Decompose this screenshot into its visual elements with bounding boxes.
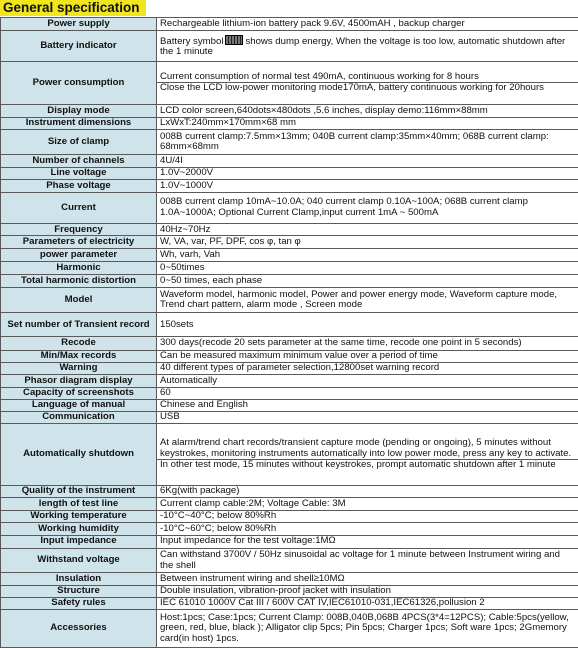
spec-row-accessories <box>1 610 578 648</box>
spec-label: Harmonic <box>1 261 157 274</box>
spec-value: 150sets <box>157 312 578 337</box>
spec-value: Host:1pcs; Case:1pcs; Current Clamp: 008B,040B,068B 4PCS(3*4=12PCS); Cable:5pcs(yellow, green, red, blue, black ); Alligator clip 5pcs; Pin 5pcs; Charger 1pcs; Soft ware 1pcs; 2Gmemory card(in host) 1pcs. <box>157 610 578 648</box>
spec-label: Phase voltage <box>1 180 157 192</box>
spec-value: Can withstand 3700V / 50Hz sinusoidal ac voltage for 1 minute between Instrument wiring and the shell <box>157 548 578 573</box>
spec-row-frequency <box>1 224 578 236</box>
spec-value <box>157 61 578 104</box>
spec-row-size-of-clamp <box>1 130 578 155</box>
spec-value: 0~50times <box>157 261 578 274</box>
spec-label: Total harmonic distortion <box>1 275 157 288</box>
spec-row-capacity-of-screenshots <box>1 387 578 399</box>
spec-row-phasor-diagram-display <box>1 375 578 387</box>
spec-value: Between instrument wiring and shell≥10MΩ <box>157 573 578 585</box>
spec-label: Battery indicator <box>1 31 157 62</box>
spec-label: Phasor diagram display <box>1 375 157 387</box>
spec-label: length of test line <box>1 497 157 510</box>
spec-label: Size of clamp <box>1 130 157 155</box>
spec-row-total-harmonic-distortion <box>1 275 578 288</box>
spec-value: 1.0V~2000V <box>157 168 578 180</box>
spec-label: Safety rules <box>1 597 157 609</box>
spec-label: Quality of the instrument <box>1 485 157 497</box>
spec-label: Warning <box>1 363 157 375</box>
spec-value-line: Close the LCD low-power monitoring mode170mA, battery continuous working for 20hours <box>157 82 578 93</box>
spec-row-number-of-channels <box>1 154 578 167</box>
spec-row-current <box>1 192 578 224</box>
spec-row-length-of-test-line <box>1 497 578 510</box>
spec-label: Model <box>1 288 157 313</box>
spec-value: 40Hz~70Hz <box>157 224 578 236</box>
spec-label: Input impedance <box>1 535 157 548</box>
spec-label: Capacity of screenshots <box>1 387 157 399</box>
spec-row-automatically-shutdown <box>1 424 578 485</box>
spec-label: Accessories <box>1 610 157 648</box>
spec-row-power-supply <box>1 18 578 31</box>
spec-label: Withstand voltage <box>1 548 157 573</box>
spec-label: Working temperature <box>1 511 157 523</box>
spec-label: Power supply <box>1 18 157 31</box>
spec-row-withstand-voltage <box>1 548 578 573</box>
spec-value: Double insulation, vibration-proof jacket with insulation <box>157 585 578 597</box>
spec-label: Instrument dimensions <box>1 118 157 130</box>
spec-value: Input impedance for the test voltage:1MΩ <box>157 535 578 548</box>
battery-icon <box>225 35 243 45</box>
spec-label: Parameters of electricity <box>1 236 157 248</box>
spec-label: Power consumption <box>1 61 157 104</box>
spec-value: IEC 61010 1000V Cat III / 600V CAT IV,IEC61010-031,IEC61326,pollusion 2 <box>157 597 578 609</box>
spec-row-structure <box>1 585 578 597</box>
spec-row-line-voltage <box>1 168 578 180</box>
spec-row-parameters-of-electricity <box>1 236 578 248</box>
spec-value: LCD color screen,640dots×480dots ,5.6 inches, display demo:116mm×88mm <box>157 104 578 117</box>
spec-row-model <box>1 288 578 313</box>
spec-label: Set number of Transient record <box>1 312 157 337</box>
spec-value: -10°C~40°C; below 80%Rh <box>157 511 578 523</box>
spec-row-working-humidity <box>1 523 578 535</box>
spec-row-battery-indicator <box>1 31 578 62</box>
spec-value: Current clamp cable:2M; Voltage Cable: 3M <box>157 497 578 510</box>
spec-row-display-mode <box>1 104 578 117</box>
spec-value: 60 <box>157 387 578 399</box>
spec-row-quality-of-the-instrument <box>1 485 578 497</box>
spec-value <box>157 424 578 485</box>
spec-row-set-number-of-transient-record <box>1 312 578 337</box>
spec-value: Rechargeable lithium-ion battery pack 9.6V, 4500mAH , backup charger <box>157 18 578 31</box>
spec-row-power-consumption <box>1 61 578 104</box>
spec-label: Automatically shutdown <box>1 424 157 485</box>
spec-row-warning <box>1 363 578 375</box>
spec-value-text: shows dump energy, When the voltage is too low, automatic shutdown after the 1 minute <box>160 35 566 58</box>
spec-value: W, VA, var, PF, DPF, cos φ, tan φ <box>157 236 578 248</box>
spec-row-recode <box>1 337 578 350</box>
spec-row-harmonic <box>1 261 578 274</box>
spec-value: Wh, varh, Vah <box>157 248 578 261</box>
spec-label: Structure <box>1 585 157 597</box>
spec-label: Insulation <box>1 573 157 585</box>
spec-row-instrument-dimensions <box>1 118 578 130</box>
spec-row-input-impedance <box>1 535 578 548</box>
spec-row-phase-voltage <box>1 180 578 192</box>
spec-label: Line voltage <box>1 168 157 180</box>
spec-value: 300 days(recode 20 sets parameter at the same time, recode one point in 5 seconds) <box>157 337 578 350</box>
spec-row-communication <box>1 412 578 424</box>
spec-value <box>157 31 578 62</box>
spec-row-working-temperature <box>1 511 578 523</box>
spec-value-line: At alarm/trend chart records/transient capture mode (pending or ongoing), 5 minutes without keystrokes, monitoring instruments automatically into low power mode, press any key to activate. <box>160 437 572 459</box>
spec-label: Min/Max records <box>1 350 157 362</box>
spec-label: Working humidity <box>1 523 157 535</box>
spec-value-text: Battery symbol <box>160 35 224 47</box>
spec-row-insulation <box>1 573 578 585</box>
spec-value: Automatically <box>157 375 578 387</box>
spec-value: 6Kg(with package) <box>157 485 578 497</box>
spec-row-power-parameter <box>1 248 578 261</box>
spec-value: -10°C~60°C; below 80%Rh <box>157 523 578 535</box>
spec-label: power parameter <box>1 248 157 261</box>
spec-label: Number of channels <box>1 154 157 167</box>
spec-row-min-max-records <box>1 350 578 362</box>
spec-value: Waveform model, harmonic model, Power and power energy mode, Waveform capture mode, Trend chart pattern, alarm mode , Screen mode <box>157 288 578 313</box>
spec-value: 1.0V~1000V <box>157 180 578 192</box>
spec-value: 008B current clamp 10mA~10.0A; 040 current clamp 0.10A~100A; 068B current clamp 1.0A~1000A; Optional Current Clamp,input current 1mA ~ 500mA <box>157 192 578 224</box>
spec-value: 40 different types of parameter selection,12800set warning record <box>157 363 578 375</box>
spec-value: Can be measured maximum minimum value over a period of time <box>157 350 578 362</box>
spec-value: 008B current clamp:7.5mm×13mm; 040B current clamp:35mm×40mm; 068B current clamp: 68mm×68mm <box>157 130 578 155</box>
section-title: General specification <box>0 0 146 16</box>
spec-label: Display mode <box>1 104 157 117</box>
spec-value: 4U/4I <box>157 154 578 167</box>
spec-value: USB <box>157 412 578 424</box>
spec-row-language-of-manual <box>1 399 578 411</box>
spec-label: Language of manual <box>1 399 157 411</box>
spec-label: Frequency <box>1 224 157 236</box>
spec-value-line: In other test mode, 15 minutes without keystrokes, prompt automatic shutdown after 1 minute <box>157 459 578 470</box>
spec-table <box>0 17 578 648</box>
spec-label: Communication <box>1 412 157 424</box>
spec-value-line: Current consumption of normal test 490mA, continuous working for 8 hours <box>160 70 479 82</box>
spec-label: Current <box>1 192 157 224</box>
spec-value: 0~50 times, each phase <box>157 275 578 288</box>
spec-value: Chinese and English <box>157 399 578 411</box>
spec-value: LxWxT:240mm×170mm×68 mm <box>157 118 578 130</box>
spec-row-safety-rules <box>1 597 578 609</box>
spec-label: Recode <box>1 337 157 350</box>
